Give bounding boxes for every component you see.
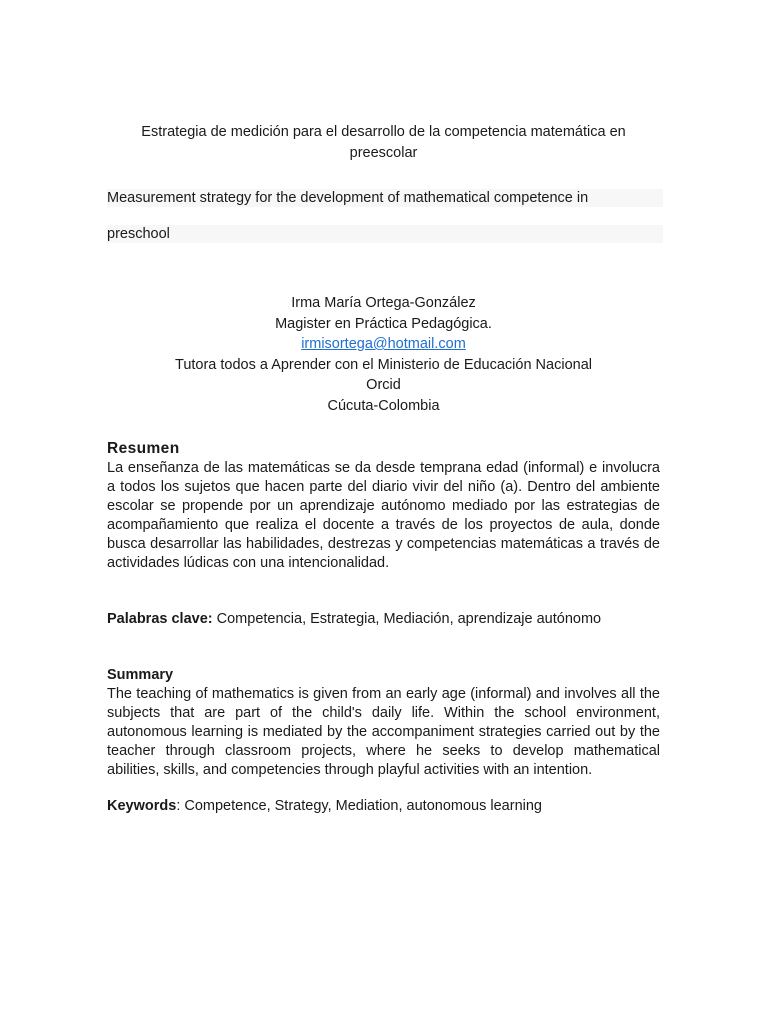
author-degree: Magister en Práctica Pedagógica. xyxy=(275,315,492,332)
keywords-label: Keywords xyxy=(107,798,177,814)
title-english-line-2: preschool xyxy=(107,225,663,243)
palabras-clave-label: Palabras clave: xyxy=(107,611,213,627)
title-spanish: Estrategia de medición para el desarrollo de la competencia matemática en preescolar xyxy=(141,124,626,161)
author-block xyxy=(107,293,660,416)
summary-paragraph: The teaching of mathematics is given from an early age (informal) and involves all the subjects that are part of the child's daily life. Within the school environment, autonomous learning is mediated by the accompaniment strategies carried out by the teacher through classroom projects, where he seeks to develop mathematical abilities, skills, and competencies through playful activities with an intention. xyxy=(107,686,660,778)
palabras-clave-line xyxy=(107,610,667,629)
resumen-paragraph: La enseñanza de las matemáticas se da desde temprana edad (informal) e involucra a todos los sujetos que hacen parte del diario vivir del niño (a). Dentro del ambiente escolar se propende por un aprendizaje autónomo mediado por las estrategias de acompañamiento que realiza el docente a través de los proyectos de aula, donde busca desarrollar las habilidades, destrezas y competencias matemáticas a través de actividades lúdicas con una intencionalidad. xyxy=(107,460,660,571)
author-position: Tutora todos a Aprender con el Ministerio de Educación Nacional xyxy=(175,356,592,373)
author-location: Cúcuta-Colombia xyxy=(327,397,440,414)
keywords-line xyxy=(107,797,667,816)
keywords-values: : Competence, Strategy, Mediation, autonomous learning xyxy=(176,798,542,814)
author-orcid: Orcid xyxy=(366,377,401,393)
author-name: Irma María Ortega-González xyxy=(291,295,476,311)
palabras-clave-values: Competencia, Estrategia, Mediación, aprendizaje autónomo xyxy=(212,611,602,627)
author-email-link[interactable]: irmisortega@hotmail.com xyxy=(301,336,466,352)
title-english-line-1: Measurement strategy for the development of mathematical competence in xyxy=(107,189,663,207)
resumen-heading: Resumen xyxy=(107,440,180,457)
summary-heading: Summary xyxy=(107,667,174,683)
